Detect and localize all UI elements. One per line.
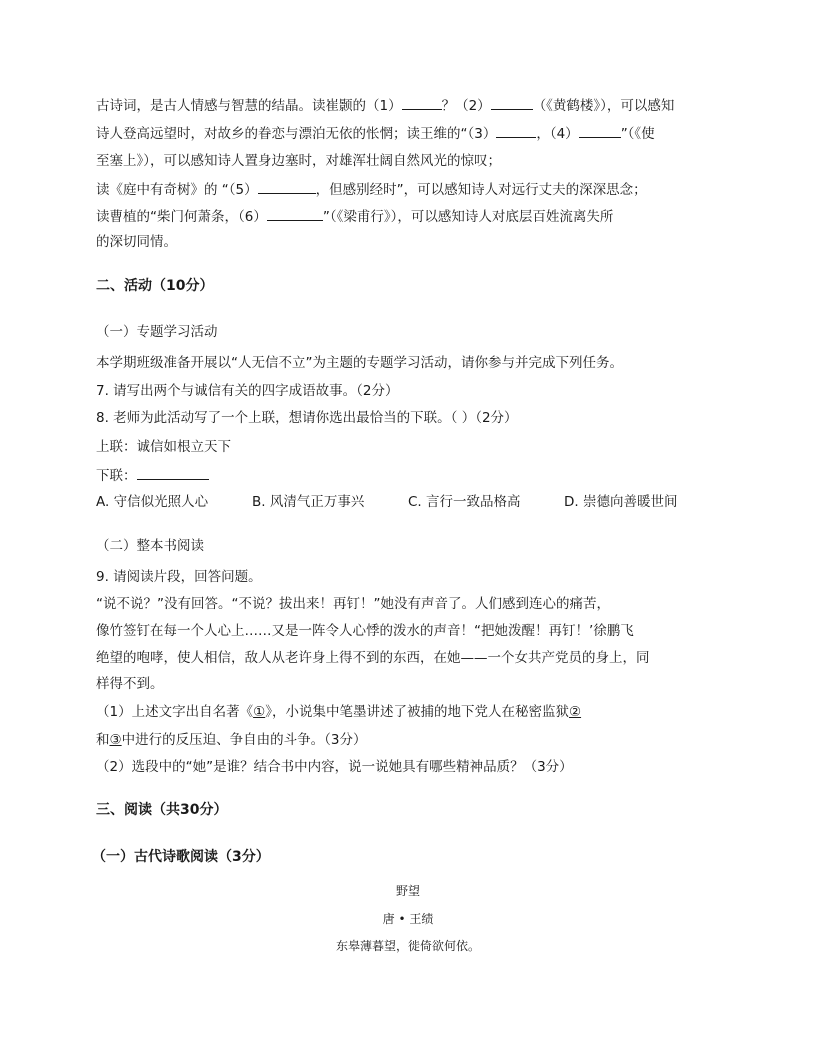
answer-blank-2[interactable]	[491, 95, 533, 110]
option-d[interactable]: D. 崇德向善暖世间	[564, 494, 678, 510]
poem-line-1: 东皋薄暮望，徙倚欲何依。	[335, 939, 480, 953]
answer-blank-6[interactable]	[267, 206, 323, 221]
section-3-sub-1: （一）古代诗歌阅读（3分）	[92, 849, 270, 865]
excerpt-line-2: 像竹签钉在每一个人心上……又是一阵令人心悸的泼水的声音！“把她泼醒！再钉！’徐鹏飞	[96, 623, 634, 639]
marker-1: ①	[253, 704, 266, 720]
lower-couplet-blank[interactable]	[137, 465, 209, 480]
sub-question-1-cont: 和③中进行的反压迫、争自由的斗争。（3分）	[96, 732, 367, 748]
poetry-line-1: 古诗词，是古人情感与智慧的结晶。读崔颢的（1） ？（2） （《黄鹤楼》），可以感知	[96, 95, 674, 116]
sub-question-2: （2）选段中的“她”是谁？结合书中内容，说一说她具有哪些精神品质？（3分）	[96, 759, 573, 775]
excerpt-line-3: 绝望的咆哮，使人相信，敌人从老许身上得不到的东西，在她——一个女共产党员的身上，同	[96, 650, 650, 666]
sub-question-1: （1）上述文字出自名著《①》，小说集中笔墨讲述了被捕的地下党人在秘密监狱②	[96, 704, 582, 720]
poetry-line-4: 读《庭中有奇树》的 “（5） ，但感别经时”，可以感知诗人对远行丈夫的深深思念；	[96, 179, 647, 200]
marker-2: ②	[568, 704, 582, 720]
question-8: 8. 老师为此活动写了一个上联，想请你选出最恰当的下联。（ ）（2分）	[96, 410, 518, 426]
section-2-sub-1: （一）专题学习活动	[96, 324, 218, 340]
question-8-options	[96, 492, 677, 512]
upper-couplet: 上联：诚信如根立天下	[96, 439, 231, 455]
section-3-title: 三、阅读（共30分）	[96, 802, 228, 818]
poem-title: 野望	[395, 884, 420, 898]
option-a[interactable]: A. 守信似光照人心	[96, 494, 209, 510]
poetry-line-5: 读曹植的“柴门何萧条，（6） ”（《梁甫行》），可以感知诗人对底层百姓流离失所	[96, 206, 613, 227]
option-c[interactable]: C. 言行一致品格高	[408, 494, 521, 510]
poetry-line-2: 诗人登高远望时，对故乡的眷恋与漂泊无依的怅惘；读王维的“（3） ，（4） ”（《使	[96, 123, 655, 144]
option-b[interactable]: B. 风清气正万事兴	[252, 494, 365, 510]
marker-3: ③	[109, 732, 122, 748]
question-7: 7. 请写出两个与诚信有关的四字成语故事。（2分）	[96, 383, 399, 399]
answer-blank-5[interactable]	[258, 179, 316, 194]
excerpt-line-1: “说不说？”没有回答。“不说？拔出来！再钉！”她没有声音了。人们感到连心的痛苦，	[96, 596, 610, 612]
answer-blank-3[interactable]	[496, 123, 536, 138]
poetry-line-6: 的深切同情。	[96, 234, 177, 250]
activity-intro: 本学期班级准备开展以“人无信不立”为主题的专题学习活动，请你参与并完成下列任务。	[96, 355, 623, 371]
poem-author: 唐 • 王绩	[382, 912, 434, 926]
question-9: 9. 请阅读片段，回答问题。	[96, 569, 262, 585]
section-2-sub-2: （二）整本书阅读	[96, 538, 204, 554]
section-2-title: 二、活动（10分）	[96, 278, 214, 294]
answer-blank-1[interactable]	[402, 95, 442, 110]
excerpt-line-4: 样得不到。	[96, 676, 164, 692]
answer-blank-4[interactable]	[579, 123, 621, 138]
lower-couplet: 下联：	[96, 465, 209, 486]
poetry-line-3: 至塞上》），可以感知诗人置身边塞时，对雄浑壮阔自然风光的惊叹；	[96, 153, 501, 169]
